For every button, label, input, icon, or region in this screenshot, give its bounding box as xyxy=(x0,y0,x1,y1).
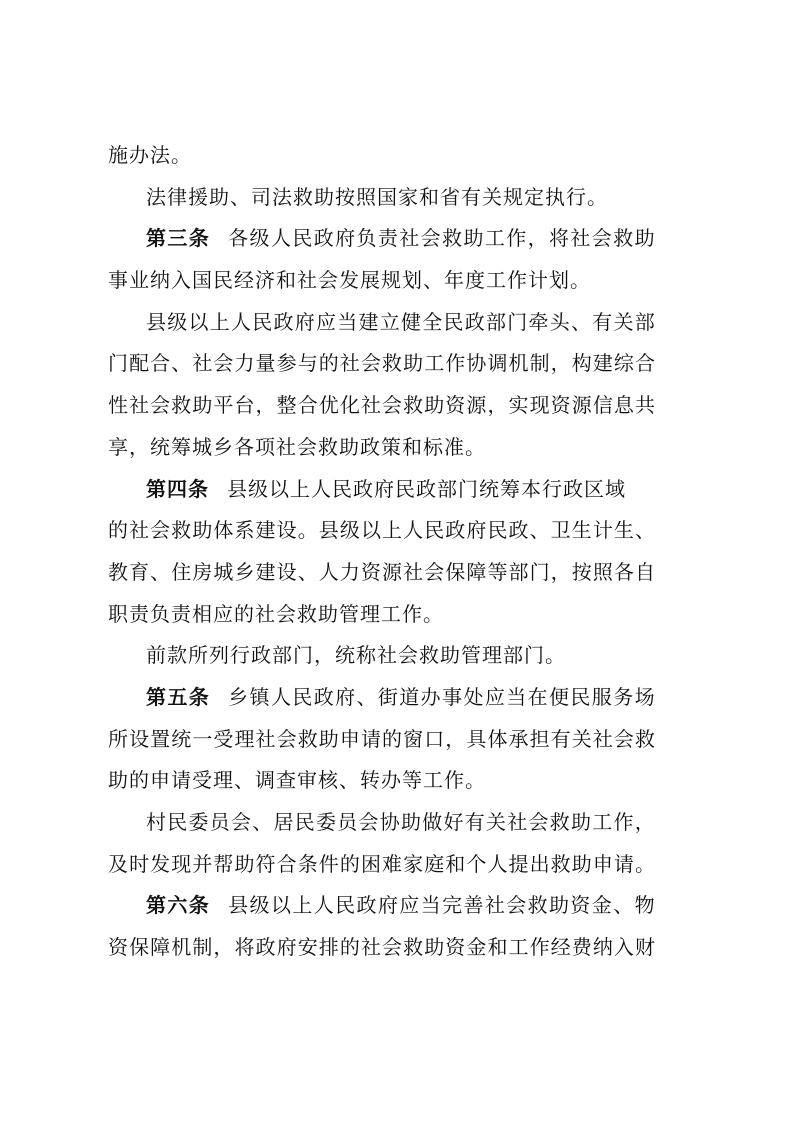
text-line xyxy=(108,635,656,677)
line-text: 及时发现并帮助符合条件的困难家庭和个人提出救助申请。 xyxy=(108,851,657,876)
text-line xyxy=(108,594,656,636)
text-line xyxy=(108,302,656,344)
line-text: 享，统筹城乡各项社会救助政策和标准。 xyxy=(108,434,486,459)
line-text: 法律援助、司法救助按照国家和省有关规定执行。 xyxy=(146,184,608,209)
line-text: 教育、住房城乡建设、人力资源社会保障等部门，按照各自 xyxy=(108,559,657,584)
line-text: 职责负责相应的社会救助管理工作。 xyxy=(108,601,444,626)
line-text: 乡镇人民政府、街道办事处应当在便民服务场 xyxy=(228,684,656,709)
line-text: 事业纳入国民经济和社会发展规划、年度工作计划。 xyxy=(108,268,591,293)
line-text: 助的申请受理、调查审核、转办等工作。 xyxy=(108,768,486,793)
text-line xyxy=(108,218,656,260)
line-text: 县级以上人民政府民政部门统筹本行政区域 xyxy=(227,476,626,501)
article-number: 第四条 xyxy=(146,476,209,501)
line-text: 县级以上人民政府应当建立健全民政部门牵头、有关部 xyxy=(146,309,656,334)
line-text: 前款所列行政部门，统称社会救助管理部门。 xyxy=(146,643,566,668)
text-line xyxy=(108,177,656,219)
document-body xyxy=(108,135,656,969)
line-text: 所设置统一受理社会救助申请的窗口，具体承担有关社会救 xyxy=(108,726,657,751)
article-number: 第三条 xyxy=(146,226,211,251)
text-line xyxy=(108,510,656,552)
article-number: 第六条 xyxy=(146,893,211,918)
text-line xyxy=(108,885,656,927)
line-text: 县级以上人民政府应当完善社会救助资金、物 xyxy=(228,893,656,918)
line-text: 资保障机制，将政府安排的社会救助资金和工作经费纳入财 xyxy=(108,935,657,960)
text-line xyxy=(108,802,656,844)
article-number: 第五条 xyxy=(146,684,211,709)
line-text: 村民委员会、居民委员会协助做好有关社会救助工作， xyxy=(146,810,656,834)
text-line xyxy=(108,760,656,802)
line-text: 各级人民政府负责社会救助工作，将社会救助 xyxy=(228,226,656,251)
text-line xyxy=(108,469,656,511)
text-line xyxy=(108,260,656,302)
line-text: 性社会救助平台，整合优化社会救助资源，实现资源信息共 xyxy=(108,393,657,418)
text-line xyxy=(108,552,656,594)
text-line xyxy=(108,927,656,969)
text-line xyxy=(108,719,656,761)
text-line xyxy=(108,677,656,719)
text-line xyxy=(108,844,656,886)
text-line xyxy=(108,427,656,469)
text-line xyxy=(108,135,656,177)
line-text: 门配合、社会力量参与的社会救助工作协调机制，构建综合 xyxy=(108,351,657,376)
line-text: 的社会救助体系建设。县级以上人民政府民政、卫生计生、 xyxy=(108,518,657,543)
line-text: 施办法。 xyxy=(108,143,192,167)
text-line xyxy=(108,385,656,427)
text-line xyxy=(108,343,656,385)
